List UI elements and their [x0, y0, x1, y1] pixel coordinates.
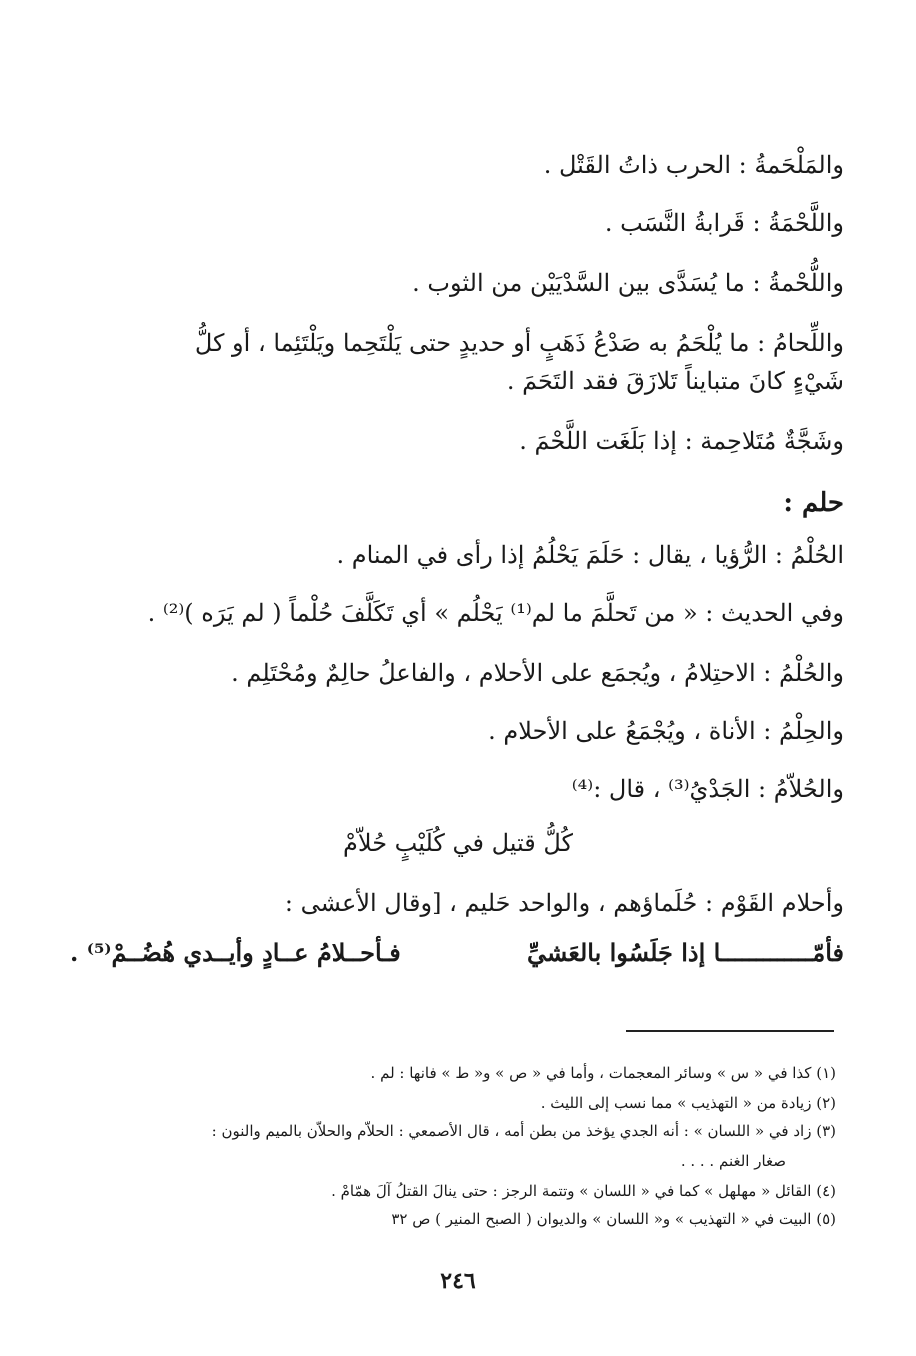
poem-line	[70, 938, 844, 978]
poem-second-hemistich: فـأحــلامُ عــادٍ وأيــدي هُضُــمْ⁽⁵⁾ .	[70, 938, 401, 967]
entry-hadith: وفي الحديث : « من تَحلَّمَ ما لم⁽¹⁾ يَحْلُم » أي تَكَلَّفَ حُلْماً ( لم يَرَه )⁽²⁾ .	[147, 599, 844, 627]
rajaz-verse: كُلُّ قتيل في كُلَيْبٍ حُلاّمْ	[343, 829, 573, 857]
poem-first-hemistich: فأمّـــــــــــــا إذا جَلَسُوا بالعَشيِّ	[526, 938, 844, 967]
page-number: ٢٤٦	[440, 1268, 476, 1294]
footnote-3-line2: صغار الغنم . . . .	[680, 1152, 786, 1170]
footnote-1: (١) كذا في « س » وسائر المعجمات ، وأما في « ص » و« ط » فانها : لم .	[370, 1064, 836, 1082]
entry-hulm-ihtilam: والحُلْمُ : الاحتِلامُ ، ويُجمَع على الأحلام ، والفاعلُ حالِمٌ ومُحْتَلِم .	[231, 659, 844, 687]
entry-luhma: واللُّحْمةُ : ما يُسَدَّى بين السَّدْيَيْن من الثوب .	[412, 269, 844, 297]
entry-lihaam-line2: شَيْءٍ كانَ متبايناً تَلازَقَ فقد التَحَمَ .	[506, 367, 844, 395]
entry-hullam: والحُلاّمُ : الجَدْيُ⁽³⁾ ، قال :⁽⁴⁾	[571, 775, 844, 803]
entry-lihaam-line1: واللِّحامُ : ما يُلْحَمُ به صَدْعُ ذَهَبٍ أو حديدٍ حتى يَلْتَحِما ويَلْتَئِما ، أو كلُّ	[194, 329, 844, 357]
footnote-2: (٢) زيادة من « التهذيب » مما نسب إلى الليث .	[540, 1094, 836, 1112]
root-heading-hlm: حلم :	[783, 488, 844, 518]
entry-ahlam-qawm: وأحلام القَوْم : حُلَماؤهم ، والواحد حَليم ، [وقال الأعشى :	[284, 889, 844, 917]
entry-lahma: واللَّحْمَةُ : قَرابةُ النَّسَب .	[604, 209, 844, 237]
footnote-3-line1: (٣) زاد في « اللسان » : أنه الجدي يؤخذ من بطن أمه ، قال الأصمعي : الحلاّم والحلاّن بالميم والنون :	[211, 1122, 836, 1140]
entry-shajja: وشَجَّةٌ مُتَلاحِمة : إذا بَلَغَت اللَّحْمَ .	[519, 427, 844, 455]
footnote-4: (٤) القائل « مهلهل » كما في « اللسان » وتتمة الرجز : حتى ينالَ القتلُ آلَ همّامْ .	[331, 1182, 836, 1200]
footnote-separator	[626, 1030, 834, 1032]
entry-hulm-dream: الحُلْمُ : الرُّؤيا ، يقال : حَلَمَ يَحْلُمُ إذا رأى في المنام .	[336, 541, 844, 569]
entry-malhama: والمَلْحَمةُ : الحرب ذاتُ القَتْل .	[543, 151, 844, 179]
entry-hilm: والحِلْمُ : الأناة ، ويُجْمَعُ على الأحلام .	[488, 717, 844, 745]
footnote-5: (٥) البيت في « التهذيب » و« اللسان » والديوان ( الصبح المنير ) ص ٣٢	[391, 1210, 836, 1228]
